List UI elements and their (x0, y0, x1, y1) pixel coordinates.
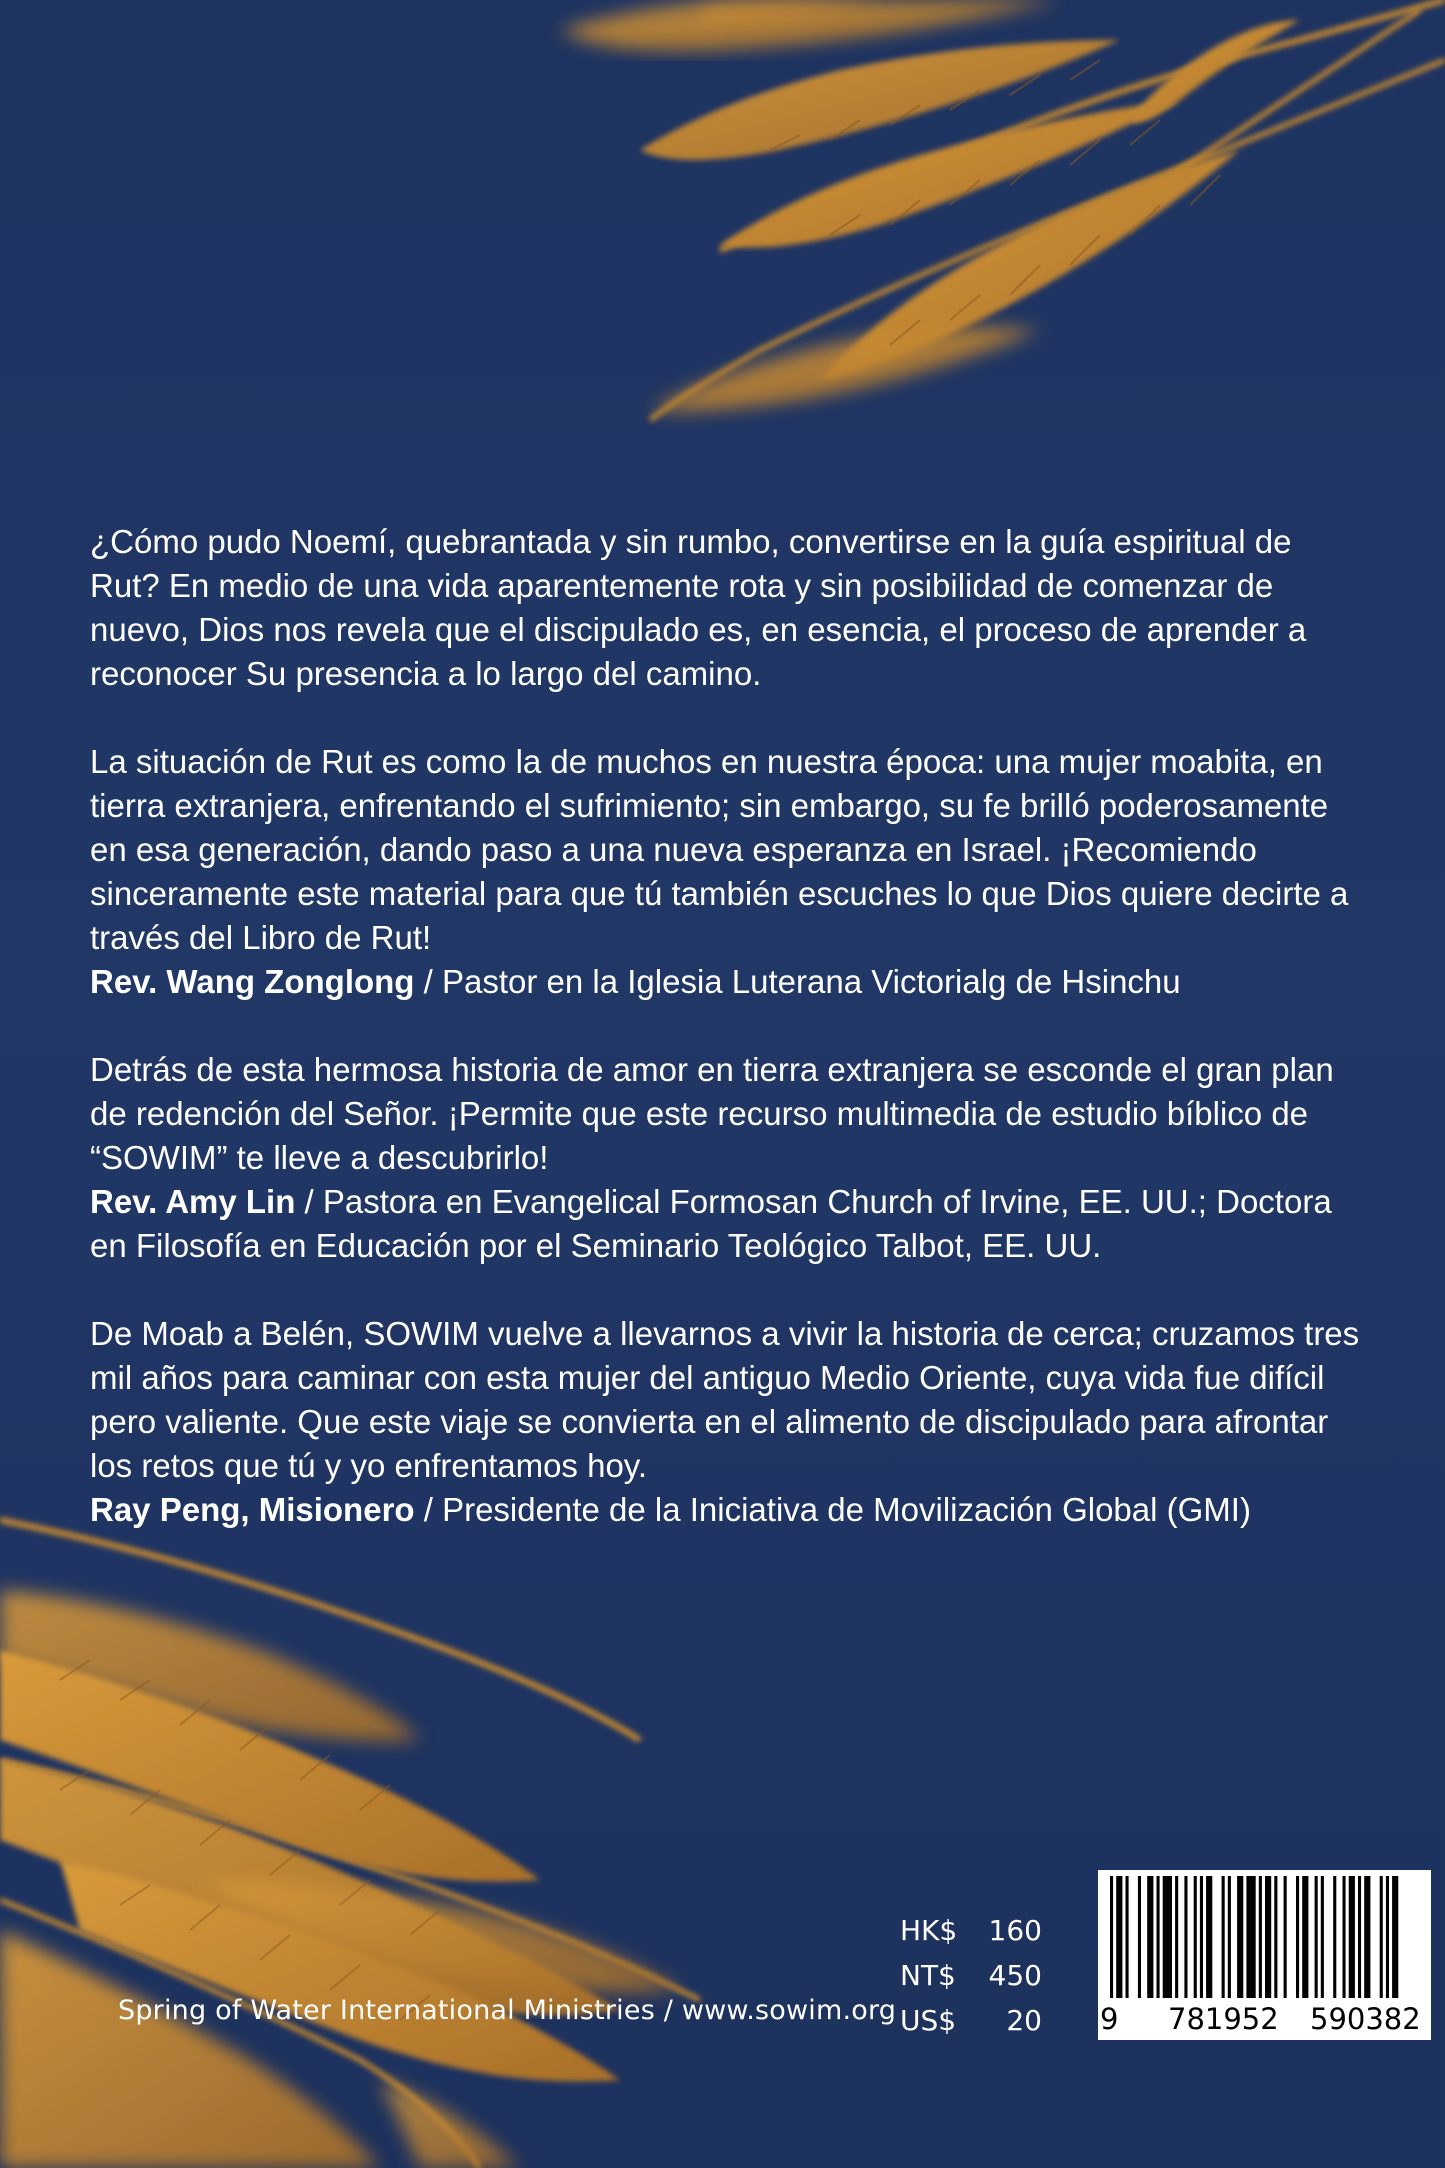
price-amount: 20 (1006, 2004, 1042, 2037)
barcode-bar (1163, 1876, 1172, 1998)
endorsement-1 (90, 740, 1360, 1004)
barcode-bar (1315, 1876, 1318, 1998)
isbn-lead-digit: 9 (1100, 2002, 1119, 2036)
barcode-bar (1333, 1876, 1336, 1998)
barcode-bar (1296, 1876, 1299, 1998)
barcode-bar (1265, 1876, 1271, 1998)
price-currency: HK$ (900, 1914, 958, 1947)
endorsement-3-author: Ray Peng, Misionero (90, 1491, 415, 1528)
endorsement-2-role: / Pastora en Evangelical Formosan Church of Irvine, EE. UU.; Doctora en Filosofía en Educación por el Seminario Teológico Talbot, EE. UU. (90, 1183, 1332, 1264)
publisher-separator: / (663, 1995, 674, 2026)
endorsement-1-author: Rev. Wang Zonglong (90, 963, 415, 1000)
barcode-bar (1206, 1876, 1212, 1998)
barcode-bar (1200, 1876, 1203, 1998)
barcode-bar (1284, 1876, 1287, 1998)
endorsement-3-attribution (90, 1488, 1360, 1532)
endorsement-2-attribution (90, 1180, 1360, 1268)
wheat-top-right (560, 0, 1445, 420)
intro-paragraph (90, 520, 1360, 696)
barcode-bar (1116, 1876, 1122, 1998)
endorsement-1-role: / Pastor en la Iglesia Luterana Victorialg de Hsinchu (414, 963, 1181, 1000)
isbn-number (1098, 2002, 1431, 2038)
publisher-website: www.sowim.org (681, 1995, 897, 2026)
isbn-group-1: 781952 (1168, 2002, 1279, 2036)
barcode-bar (1237, 1876, 1243, 1998)
price-amount: 450 (988, 1959, 1042, 1992)
barcode-bar (1126, 1876, 1129, 1998)
price-currency: US$ (900, 2004, 957, 2037)
endorsement-2-text: Detrás de esta hermosa historia de amor en tierra extranjera se esconde el gran plan de redención del Señor. ¡Permite que este recurso multimedia de estudio bíblico de “SOWIM” te lleve a descubrirlo! (90, 1051, 1334, 1176)
barcode-bar (1147, 1876, 1153, 1998)
barcode-bar (1259, 1876, 1262, 1998)
price-row (900, 1998, 1042, 2043)
barcode-bar (1349, 1876, 1355, 1998)
publisher-name: Spring of Water International Ministries (118, 1995, 655, 2026)
endorsement-3 (90, 1312, 1360, 1532)
barcode-bar (1138, 1876, 1141, 1998)
barcode-bar (1228, 1876, 1231, 1998)
barcode-bar (1392, 1876, 1398, 1998)
endorsement-3-text: De Moab a Belén, SOWIM vuelve a llevarnos a vivir la historia de cerca; cruzamos tres mil años para caminar con esta mujer del antiguo Medio Oriente, cuya vida fue difícil pero valiente. Que este viaje se convierta en el alimento de discipulado para afrontar los retos que tú y yo enfrentamos hoy. (90, 1315, 1360, 1484)
barcode-bar (1175, 1876, 1178, 1998)
barcode-bar (1246, 1876, 1255, 1998)
price-list (900, 1908, 1042, 2043)
price-currency: NT$ (900, 1959, 956, 1992)
barcode-bar (1343, 1876, 1346, 1998)
endorsement-2 (90, 1048, 1360, 1268)
barcode-bar (1380, 1876, 1383, 1998)
isbn-barcode (1098, 1870, 1431, 2040)
endorsements-section (90, 520, 1360, 1576)
isbn-group-2: 590382 (1310, 2002, 1421, 2036)
barcode-bar (1110, 1876, 1113, 1998)
barcode-bar (1184, 1876, 1187, 1998)
price-row (900, 1953, 1042, 1998)
barcode-bar (1274, 1876, 1277, 1998)
wheat-bottom-left (0, 1520, 700, 2168)
barcode-bar (1358, 1876, 1361, 1998)
price-amount: 160 (988, 1914, 1042, 1947)
barcode-bar (1321, 1876, 1324, 1998)
endorsement-3-role: / Presidente de la Iniciativa de Movilización Global (GMI) (414, 1491, 1251, 1528)
barcode-bar (1386, 1876, 1389, 1998)
endorsement-1-attribution (90, 960, 1360, 1004)
barcode-bar (1222, 1876, 1225, 1998)
barcode-bar (1302, 1876, 1308, 1998)
intro-text: ¿Cómo pudo Noemí, quebrantada y sin rumbo, convertirse en la guía espiritual de Rut? En medio de una vida aparentemente rota y sin posibilidad de comenzar de nuevo, Dios nos revela que el discipulado es, en esencia, el proceso de aprender a reconocer Su presencia a lo largo del camino. (90, 523, 1307, 692)
barcode-bars (1106, 1876, 1423, 1998)
barcode-bar (1364, 1876, 1370, 1998)
barcode-bar (1194, 1876, 1197, 1998)
barcode-bar (1157, 1876, 1160, 1998)
publisher-line (118, 1995, 896, 2026)
endorsement-1-text: La situación de Rut es como la de muchos en nuestra época: una mujer moabita, en tierra extranjera, enfrentando el sufrimiento; sin embargo, su fe brilló poderosamente en esa generación, dando paso a una nueva esperanza en Israel. ¡Recomiendo sinceramente este material para que tú también escuches lo que Dios quiere decirte a través del Libro de Rut! (90, 743, 1349, 956)
price-row (900, 1908, 1042, 1953)
endorsement-2-author: Rev. Amy Lin (90, 1183, 296, 1220)
